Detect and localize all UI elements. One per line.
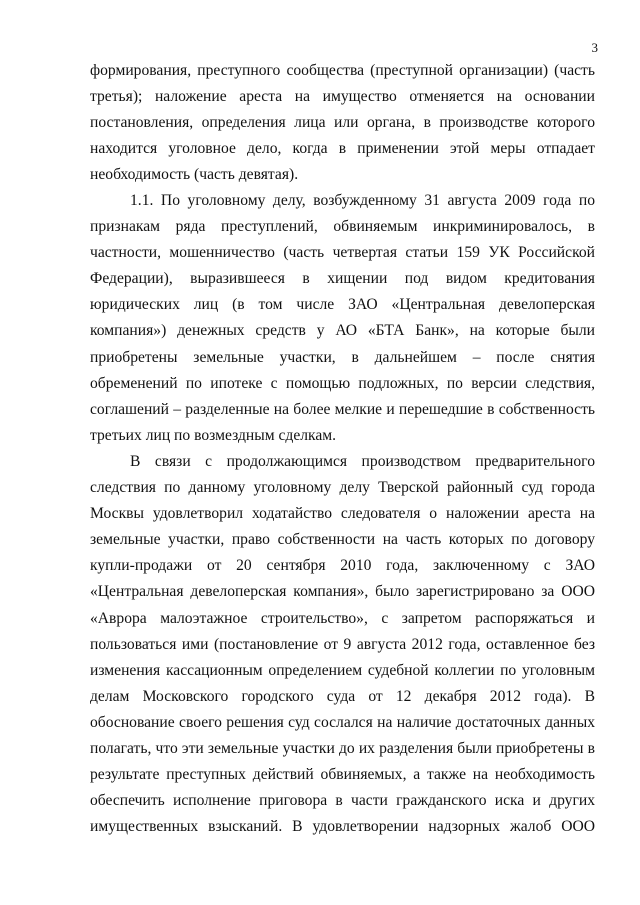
text-line: Москвы удовлетворил ходатайство следователя о наложении ареста на (90, 505, 595, 523)
text-line: Федерации), выразившееся в хищении под видом кредитования (90, 270, 595, 288)
paragraph-1-1 (90, 188, 595, 449)
text-line: изменения кассационным определением судебной коллегии по уголовным (90, 661, 595, 679)
paragraph-continuation (90, 58, 595, 188)
text-line: пользоваться ими (постановление от 9 августа 2012 года, оставленное без (90, 635, 595, 653)
text-line: В связи с продолжающимся производством предварительного (130, 453, 595, 470)
text-line: обременений по ипотеке с помощью подложных, по версии следствия, (90, 374, 595, 392)
text-line: «Аврора малоэтажное строительство», с запретом распоряжаться и (90, 609, 595, 627)
text-line: «Центральная девелоперская компания», было зарегистрировано за ООО (90, 583, 595, 601)
text-line: купли-продажи от 20 сентября 2010 года, заключенному с ЗАО (90, 557, 595, 575)
text-line: соглашений – разделенные на более мелкие и перешедшие в собственность (90, 400, 595, 418)
text-line: обеспечить исполнение приговора в части гражданского иска и других (90, 792, 595, 810)
text-line: обоснование своего решения суд сослался на наличие достаточных данных (90, 713, 595, 731)
text-line: имущественных взысканий. В удовлетворении надзорных жалоб ООО (90, 818, 595, 836)
text-line: признакам ряда преступлений, обвиняемым инкриминировалось, в (90, 218, 595, 236)
text-line: земельные участки, право собственности на часть которых по договору (90, 531, 595, 549)
text-line: полагать, что эти земельные участки до их разделения были приобретены в (90, 740, 595, 758)
text-line: третьих лиц по возмездным сделкам. (90, 426, 337, 444)
text-line: следствия по данному уголовному делу Тверской районный суд города (90, 479, 595, 497)
text-line: необходимость (часть девятая). (90, 166, 299, 184)
text-line: юридических лиц (в том числе ЗАО «Центральная девелоперская (90, 296, 595, 314)
text-line: 1.1. По уголовному делу, возбужденному 31 августа 2009 года по (130, 192, 595, 209)
text-line: приобретены земельные участки, в дальнейшем – после снятия (90, 348, 595, 366)
paragraph-court-decision (90, 449, 595, 840)
text-line: постановления, определения лица или органа, в производстве которого (90, 114, 595, 132)
text-line: результате преступных действий обвиняемых, а также на необходимость (90, 766, 595, 784)
text-line: частности, мошенничество (часть четвертая статьи 159 УК Российской (90, 244, 595, 262)
text-line: делам Московского городского суда от 12 декабря 2012 года). В (90, 687, 595, 705)
text-line: формирования, преступного сообщества (преступной организации) (часть (90, 62, 595, 79)
text-line: находится уголовное дело, когда в применении этой меры отпадает (90, 140, 595, 158)
page-number: 3 (591, 40, 598, 55)
text-line: третья); наложение ареста на имущество отменяется на основании (90, 88, 595, 106)
text-line: компания») денежных средств у АО «БТА Банк», на которые были (90, 322, 595, 340)
